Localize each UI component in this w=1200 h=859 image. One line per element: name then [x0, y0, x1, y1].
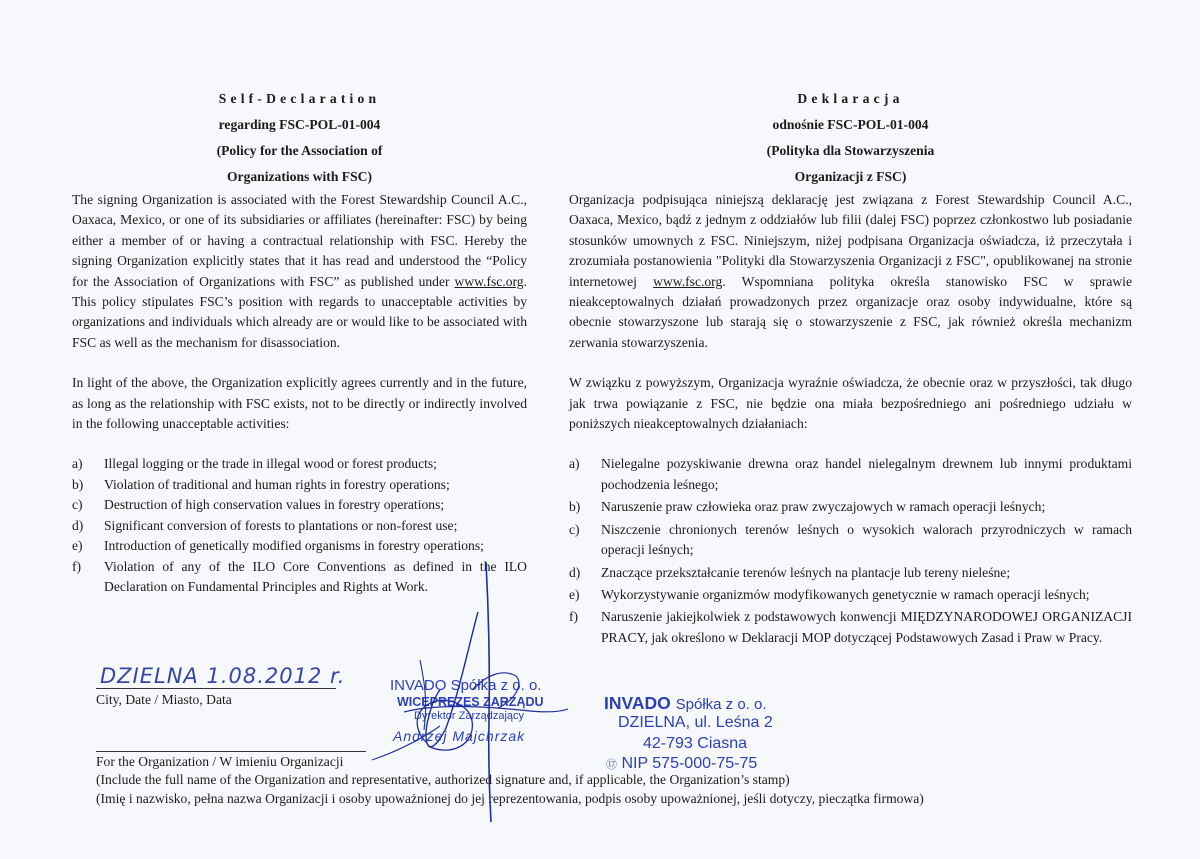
pl-heading-policy-1: (Polityka dla Stowarzyszenia: [766, 143, 935, 158]
pl-activity-item: [569, 585, 1132, 605]
en-activity-text: Violation of traditional and human rights in forestry operations;: [104, 476, 450, 492]
pl-fsc-link[interactable]: www.fsc.org: [653, 273, 723, 289]
date-label: City, Date / Miasto, Data: [96, 692, 232, 707]
en-activity-label: f): [72, 558, 82, 574]
pl-activity-label: f): [569, 609, 579, 625]
pl-activity-text: Wykorzystywanie organizmów modyfikowanych genetycznie w ramach operacji leśnych;: [601, 586, 1090, 602]
pl-heading-policy-2: Organizacji z FSC): [794, 169, 907, 184]
en-heading-policy-2: Organizations with FSC): [226, 169, 372, 184]
en-activity-text: Violation of any of the ILO Core Conventions as defined in the ILO Declaration on Fundamental Principles and Rights at Work.: [104, 558, 527, 594]
handwritten-date: DZIELNA 1.08.2012 r.: [100, 664, 346, 688]
organization-signature-line: [96, 751, 366, 752]
pl-heading-ref: odnośnie FSC-POL-01-004: [772, 117, 929, 132]
pl-activity-label: c): [569, 521, 580, 537]
en-activity-text: Significant conversion of forests to plantations or non-forest use;: [104, 517, 458, 533]
pl-activity-item: [569, 563, 1132, 583]
polish-declaration: [569, 86, 1132, 650]
signatory-stamp-role: Dyrektor Zarządzający: [414, 710, 525, 722]
en-activity-item: [72, 454, 527, 474]
company-stamp-nip: ⑰ NIP 575-000-75-75: [606, 755, 758, 772]
pl-activities-list: [569, 454, 1132, 648]
en-activity-label: d): [72, 517, 84, 533]
en-heading-policy-1: (Policy for the Association of: [216, 143, 383, 158]
en-activity-text: Introduction of genetically modified organisms in forestry operations;: [104, 538, 484, 554]
pl-activity-label: d): [569, 564, 581, 580]
en-activity-item: [72, 557, 527, 598]
en-activities-list: [72, 454, 527, 597]
en-activity-label: b): [72, 476, 84, 492]
en-activity-text: Destruction of high conservation values in forestry operations;: [104, 497, 445, 513]
en-heading-ref: regarding FSC-POL-01-004: [218, 117, 381, 132]
organization-label: For the Organization / W imieniu Organizacji: [96, 754, 344, 769]
pl-activity-item: [569, 454, 1132, 495]
en-activity-item: [72, 516, 527, 536]
pl-activity-text: Nielegalne pozyskiwanie drewna oraz handel nielegalnym drewnem lub innymi produktami pochodzenia leśnego;: [601, 456, 1132, 492]
english-declaration: [72, 86, 527, 597]
signatory-stamp-title: WICEPREZES ZARZĄDU: [397, 695, 544, 709]
en-activity-item: [72, 475, 527, 495]
signatory-stamp-name: Andrzej Majchrzak: [393, 728, 526, 744]
instruction-note-pl: (Imię i nazwisko, pełna nazwa Organizacji i osoby upoważnionej do jej reprezentowania, podpis osoby upoważnionej, jeśli dotyczy, pieczątka firmowa): [96, 791, 924, 806]
en-activity-label: a): [72, 456, 83, 472]
pl-activity-item: [569, 497, 1132, 517]
instruction-note-en: (Include the full name of the Organization and representative, authorized signature and, if applicable, the Organization’s stamp): [96, 772, 790, 787]
signatory-stamp-company: INVADO Spółka z o. o.: [390, 677, 542, 694]
pl-activity-item: [569, 607, 1132, 648]
company-stamp-address: DZIELNA, ul. Leśna 2: [618, 714, 773, 731]
en-paragraph-2: In light of the above, the Organization explicitly agrees currently and in the future, as long as the relationship with FSC exists, not to be directly or indirectly involved in the following unacceptable activities:: [72, 375, 527, 432]
pl-paragraph-1: Organizacja podpisująca niniejszą deklarację jest związana z Forest Stewardship Council A.C., Oaxaca, Mexico, bądź z jednym z oddziałów lub filii (dalej FSC) poprzez członkostwo lub posiadanie stosunków umownych z FSC. Niniejszym, niżej podpisana Organizacja oświadcza, iż przeczytała i zrozumiała postanowienia "Polityki dla Stowarzyszenia Organizacji z FSC", opublikowanej na stronie internetowej www.fsc.org. Wspomniana polityka określa stanowisko FSC w sprawie nieakceptowalnych działań prowadzonych przez organizacje oraz osoby indywidualne, które są obecnie stowarzyszone lub starają się o stowarzyszenie z FSC, jak również określa mechanizm zerwania stowarzyszenia.: [569, 192, 1132, 350]
pl-paragraph-2: W związku z powyższym, Organizacja wyraźnie oświadcza, że obecnie oraz w przyszłości, tak długo jak trwa powiązanie z FSC, nie będzie ona miała bezpośredniego ani pośredniego udziału w poniższych nieakceptowalnych działaniach:: [569, 375, 1132, 432]
en-heading-title: Self-Declaration: [218, 91, 381, 106]
en-fsc-link[interactable]: www.fsc.org: [454, 273, 524, 289]
en-activity-item: [72, 495, 527, 515]
pl-activity-item: [569, 520, 1132, 561]
pl-activity-text: Naruszenie praw człowieka oraz praw zwyczajowych w ramach operacji leśnych;: [601, 499, 1046, 515]
pl-activity-label: e): [569, 586, 580, 602]
pl-activity-text: Naruszenie jakiejkolwiek z podstawowych konwencji MIĘDZYNARODOWEJ ORGANIZACJI PRACY, jak określono w Deklaracji MOP dotyczącej Podstawowych Zasad i Praw w Pracy.: [601, 609, 1132, 645]
en-activity-item: [72, 536, 527, 556]
en-activity-label: c): [72, 497, 83, 513]
pl-activity-label: b): [569, 499, 581, 515]
pl-activity-text: Znaczące przekształcanie terenów leśnych na plantacje lub tereny nieleśne;: [601, 564, 1011, 580]
pl-heading-title: Deklaracja: [797, 91, 904, 106]
en-activity-text: Illegal logging or the trade in illegal wood or forest products;: [104, 456, 437, 472]
company-stamp-postal: 42-793 Ciasna: [643, 735, 748, 752]
company-stamp-name: INVADO Spółka z o. o.: [604, 693, 767, 713]
pl-activity-label: a): [569, 456, 580, 472]
en-paragraph-1: The signing Organization is associated with the Forest Stewardship Council A.C., Oaxaca, Mexico, or one of its subsidiaries or affiliates (hereinafter: FSC) by being either a member of or having a contractual relationship with FSC. Hereby the signing Organization explicitly states that it has read and understood the “Policy for the Association of Organizations with FSC” as published under www.fsc.org. This policy stipulates FSC’s position with regards to unacceptable activities by organizations and individuals which already are or would like to be associated with FSC as well as the mechanism for disassociation.: [72, 192, 527, 350]
en-activity-label: e): [72, 538, 83, 554]
pl-activity-text: Niszczenie chronionych terenów leśnych o wysokich walorach przyrodniczych w ramach operacji leśnych;: [601, 521, 1132, 558]
date-signature-line: [96, 688, 336, 689]
